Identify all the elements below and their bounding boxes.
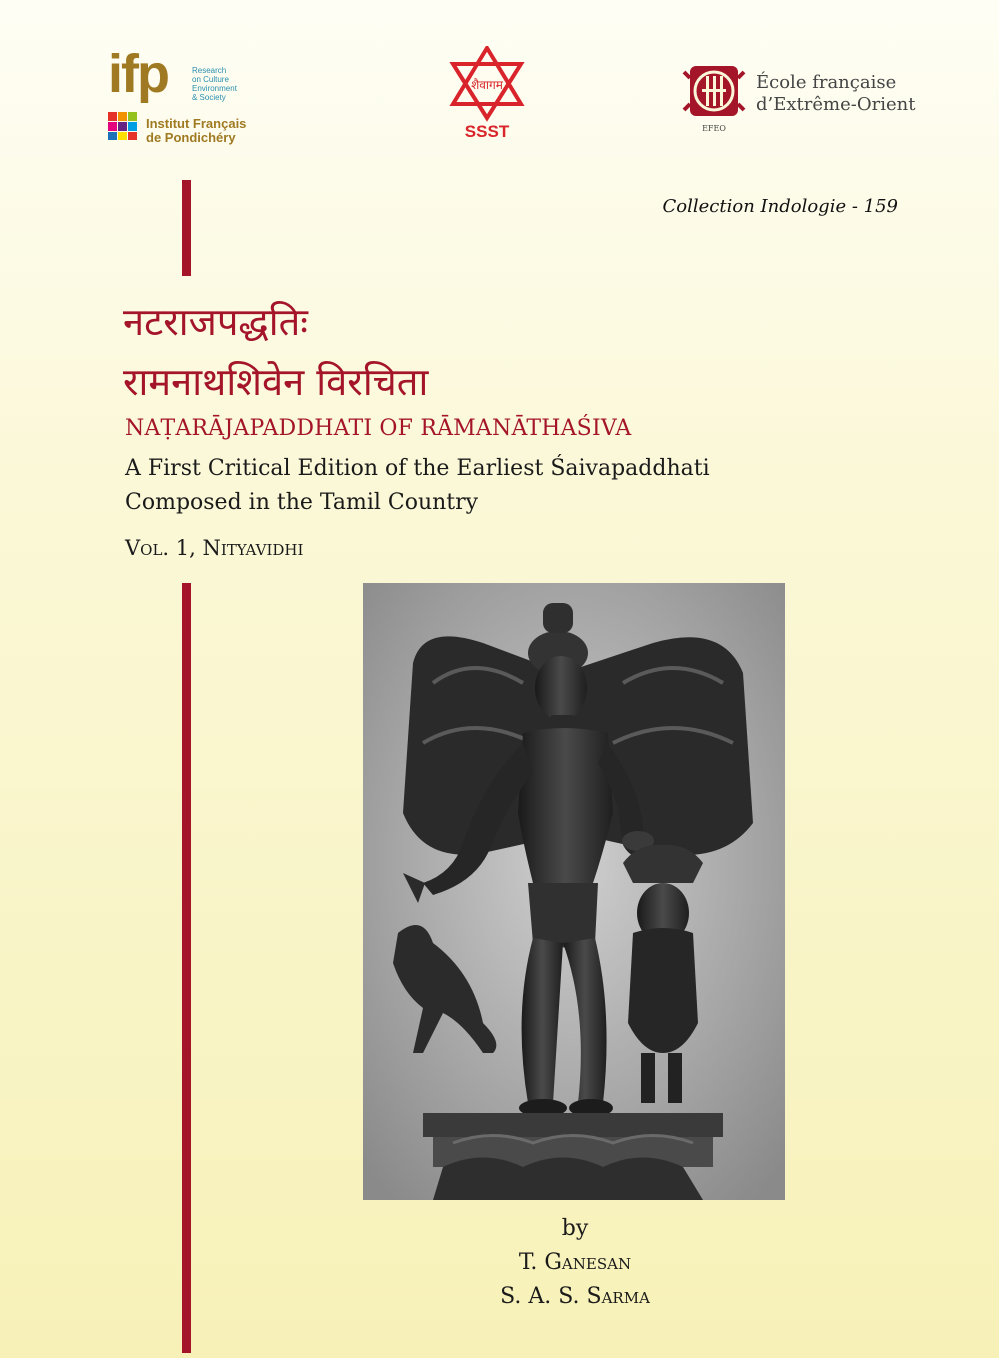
ifp-colored-squares-icon — [108, 112, 138, 140]
ifp-tagline-line: Research — [192, 66, 227, 75]
subtitle-line2: Composed in the Tamil Country — [125, 490, 479, 515]
author-2: S. A. S. Sarma — [500, 1284, 650, 1309]
efeo-name-line2: d’Extrême-Orient — [756, 94, 916, 115]
efeo-abbr: EFEO — [702, 124, 726, 133]
star-of-david-icon — [447, 46, 527, 122]
top-accent-bar — [182, 180, 191, 276]
ssst-label: SSST — [464, 122, 510, 141]
ifp-tagline-line: Environment — [192, 84, 237, 93]
ifp-tagline-line: & Society — [192, 93, 226, 102]
title-devanagari-line2: रामनाथशिवेन विरचिता — [123, 360, 429, 404]
efeo-emblem-icon — [680, 62, 748, 124]
efeo-logo — [680, 62, 916, 142]
ssst-logo — [447, 46, 527, 146]
cover-photo — [363, 583, 785, 1200]
byline-by: by — [561, 1216, 589, 1241]
title-roman: NAṬARĀJAPADDHATI OF RĀMANĀTHAŚIVA — [125, 416, 632, 441]
ifp-tagline — [192, 66, 237, 102]
efeo-name-line1: École française — [756, 72, 897, 93]
bronze-sculpture-icon — [363, 583, 785, 1200]
ifp-name-line1: Institut Français — [146, 116, 247, 131]
ssst-emblem-text: शैवागम — [471, 78, 503, 92]
author-1: T. Ganesan — [518, 1250, 632, 1275]
ifp-tagline-line: on Culture — [192, 75, 229, 84]
ifp-institution-name — [146, 117, 246, 145]
bottom-accent-bar — [182, 583, 191, 1353]
title-devanagari-line1: नटराजपद्धतिः — [123, 300, 308, 344]
ifp-name-line2: de Pondichéry — [146, 130, 236, 145]
ifp-logo-mark: ifp — [108, 44, 168, 104]
efeo-name — [756, 72, 915, 116]
subtitle-line1: A First Critical Edition of the Earliest Śaivapaddhati — [125, 456, 710, 481]
collection-label: Collection Indologie - 159 — [662, 196, 898, 217]
volume-label: Vol. 1, Nityavidhi — [125, 536, 304, 560]
ifp-logo — [108, 46, 298, 156]
